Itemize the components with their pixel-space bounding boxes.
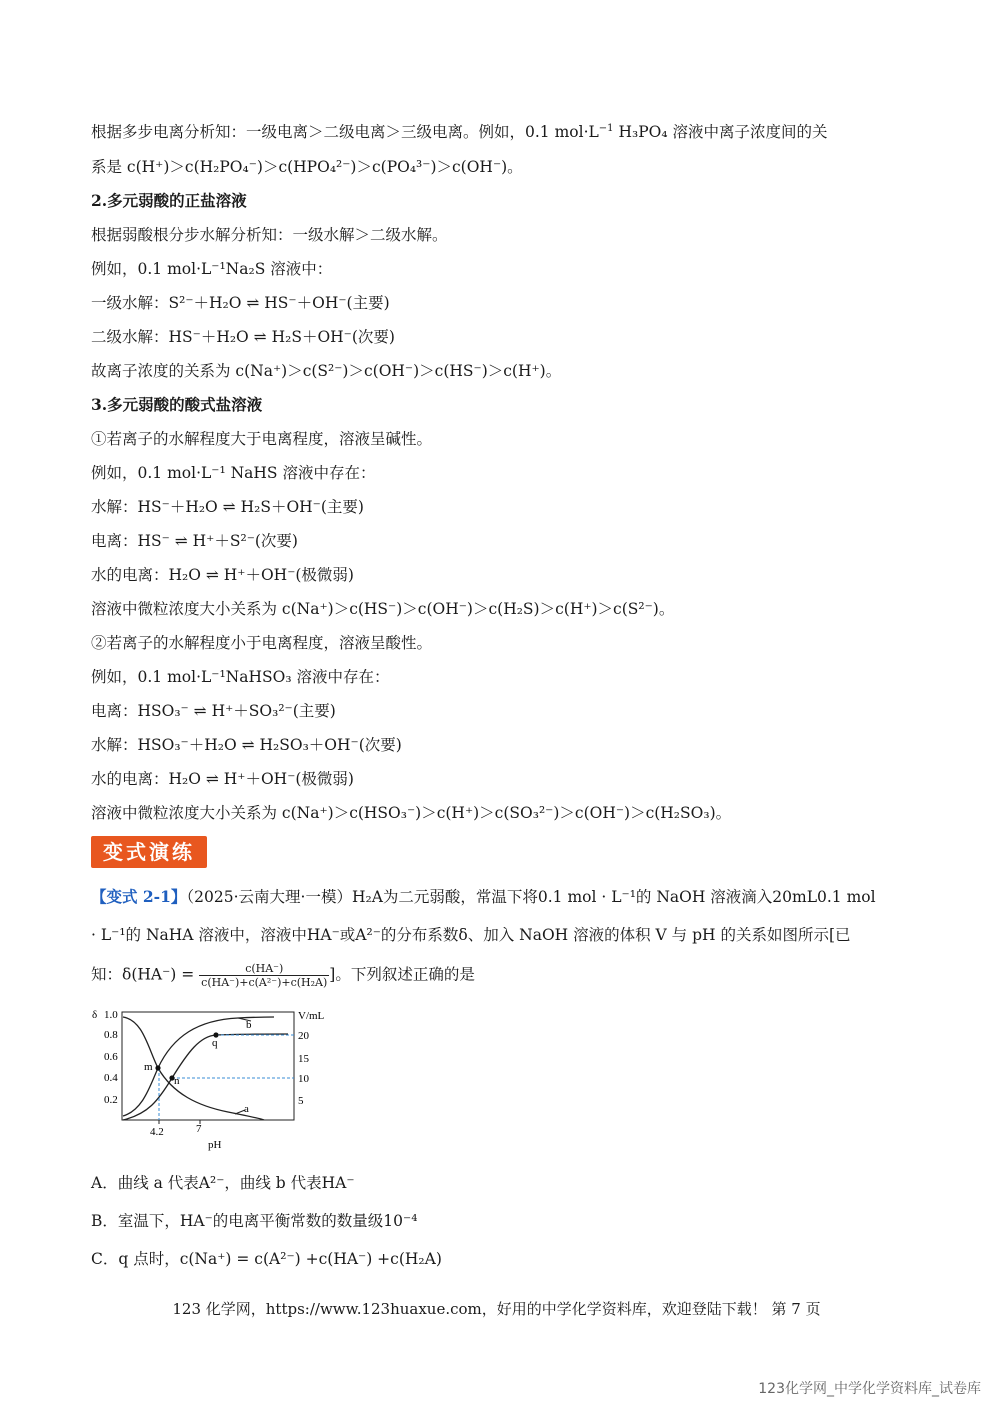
point-m: [155, 1065, 160, 1070]
paragraph: 故离子浓度的关系为 c(Na⁺)＞c(S²⁻)＞c(OH⁻)＞c(HS⁻)＞c(H⁺)。: [91, 362, 562, 380]
text-segment: 溶液中离子浓度间的关: [667, 123, 828, 141]
paragraph: 例如，0.1 mol·L⁻¹ NaHS 溶液中存在：: [91, 464, 376, 482]
tick-label: 20: [298, 1030, 309, 1042]
equation-line: 水解：HSO₃⁻＋H₂O ⇌ H₂SO₃＋OH⁻(次要): [91, 736, 402, 754]
option-c: C．q 点时，c(Na⁺) = c(A²⁻) +c(HA⁻) +c(H₂A): [91, 1250, 442, 1268]
page-footer: 123 化学网，https://www.123huaxue.com，好用的中学化学资料库，欢迎登陆下载！ 第 7 页: [172, 1300, 821, 1318]
distribution-chart: [88, 1006, 338, 1154]
equation-line: 二级水解：HS⁻＋H₂O ⇌ H₂S＋OH⁻(次要): [91, 328, 395, 346]
paragraph: 溶液中微粒浓度大小关系为 c(Na⁺)＞c(HSO₃⁻)＞c(H⁺)＞c(SO₃²⁻)＞c(OH⁻)＞c(H₂SO₃)。: [91, 804, 732, 822]
equation-line: 水的电离：H₂O ⇌ H⁺＋OH⁻(极微弱): [91, 770, 354, 788]
y-left-ticks: [104, 1009, 118, 1106]
text-segment: （2025·云南大理·一模）H₂A为二元弱酸，常温下将0.1 mol · L⁻¹的 NaOH 溶液滴入20mL0.1 mol: [186, 888, 876, 906]
formula-h3po4: H₃PO₄: [618, 123, 668, 141]
question-tag: 【变式 2-1】: [91, 887, 187, 906]
text-segment: ]。下列叙述正确的是: [329, 965, 475, 984]
x-label: pH: [208, 1139, 222, 1151]
fraction: [199, 962, 329, 989]
curve-v: [123, 1034, 288, 1120]
fraction-numerator: c(HA⁻): [199, 962, 329, 976]
paragraph-multistep-ionization: [91, 121, 906, 143]
tick-label: 4.2: [150, 1126, 164, 1138]
fraction-denominator: c(HA⁻)+c(A²⁻)+c(H₂A): [201, 976, 328, 989]
option-a: A．曲线 a 代表A²⁻，曲线 b 代表HA⁻: [91, 1174, 355, 1192]
equation-line: 水的电离：H₂O ⇌ H⁺＋OH⁻(极微弱): [91, 566, 354, 584]
curve-label: a: [244, 1103, 249, 1115]
tick-label: 7: [196, 1123, 202, 1135]
paragraph: 溶液中微粒浓度大小关系为 c(Na⁺)＞c(HS⁻)＞c(OH⁻)＞c(H₂S)＞c(H⁺)＞c(S²⁻)。: [91, 600, 675, 618]
text-segment: 知：δ(HA⁻) =: [91, 965, 200, 984]
equation-line: 电离：HSO₃⁻ ⇌ H⁺＋SO₃²⁻(主要): [91, 702, 336, 720]
brand-watermark: 123化学网_中学化学资料库_试卷库: [758, 1381, 981, 1397]
equation-line: 水解：HS⁻＋H₂O ⇌ H₂S＋OH⁻(主要): [91, 498, 364, 516]
x-ticks: [150, 1120, 202, 1138]
tick-label: 15: [298, 1053, 309, 1065]
paragraph: ①若离子的水解程度大于电离程度，溶液呈碱性。: [91, 430, 433, 448]
equation-line: 一级水解：S²⁻＋H₂O ⇌ HS⁻＋OH⁻(主要): [91, 294, 390, 312]
tick-label: 5: [298, 1095, 304, 1107]
text-segment: 根据多步电离分析知：一级电离＞二级电离＞三级电离。例如，0.1 mol·L: [91, 123, 599, 141]
tick-label: 10: [298, 1073, 309, 1085]
point-label: q: [212, 1037, 218, 1049]
curve-label: b: [246, 1019, 252, 1031]
section-heading-3: 3.多元弱酸的酸式盐溶液: [91, 395, 263, 414]
section-banner: 变式演练: [91, 836, 207, 868]
question-line-1: [91, 886, 906, 908]
section-heading-2: 2.多元弱酸的正盐溶液: [91, 191, 247, 210]
superscript: −1: [598, 122, 614, 134]
y-left-label: δ: [92, 1009, 98, 1021]
point-label: n: [174, 1075, 180, 1087]
y-right-label: V/mL: [298, 1010, 325, 1022]
option-b: B．室温下，HA⁻的电离平衡常数的数量级10⁻⁴: [91, 1212, 418, 1230]
equation-line: 电离：HS⁻ ⇌ H⁺＋S²⁻(次要): [91, 532, 298, 550]
paragraph: ②若离子的水解程度小于电离程度，溶液呈酸性。: [91, 634, 433, 652]
paragraph: 根据弱酸根分步水解分析知：一级水解＞二级水解。: [91, 226, 448, 244]
tick-label: 0.4: [104, 1072, 118, 1084]
y-right-ticks: [298, 1030, 310, 1107]
question-line-3: [91, 962, 906, 989]
tick-label: 0.2: [104, 1094, 118, 1106]
paragraph: 例如，0.1 mol·L⁻¹Na₂S 溶液中：: [91, 260, 333, 278]
question-line-2: · L⁻¹的 NaHA 溶液中，溶液中HA⁻或A²⁻的分布系数δ、加入 NaOH 溶液的体积 V 与 pH 的关系如图所示[已: [91, 926, 851, 944]
tick-label: 0.6: [104, 1051, 118, 1063]
paragraph-relation: 系是 c(H⁺)＞c(H₂PO₄⁻)＞c(HPO₄²⁻)＞c(PO₄³⁻)＞c(OH⁻)。: [91, 158, 523, 176]
paragraph: 例如，0.1 mol·L⁻¹NaHSO₃ 溶液中存在：: [91, 668, 390, 686]
tick-label: 0.8: [104, 1029, 118, 1041]
tick-label: 1.0: [104, 1009, 118, 1021]
point-label: m: [144, 1061, 153, 1073]
